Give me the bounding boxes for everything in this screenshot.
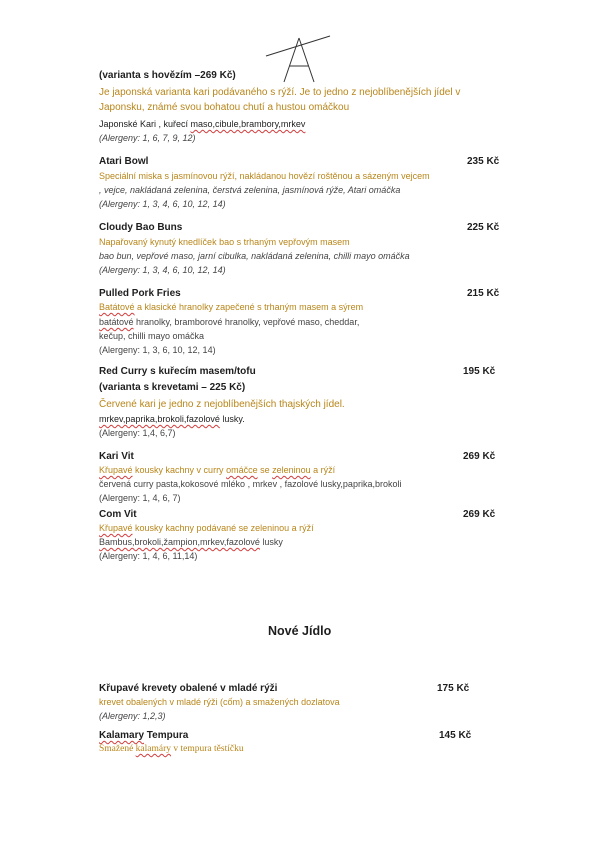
item-price-redcurry: 195 Kč [463,366,496,377]
item-ingredients-fries [99,317,359,327]
item-desc-atari: Speciální miska s jasmínovou rýží, nakládanou hovězí roštěnou a sázeným vejcem [99,171,430,181]
item-allergens-bao: (Alergeny: 1, 3, 4, 6, 10, 12, 14) [99,265,226,275]
item-desc-kalamary [99,744,244,754]
item-title-comvit: Com Vit [99,509,137,520]
item-title-atari: Atari Bowl [99,156,149,167]
item-ingredients-karivit: červená curry pasta,kokosové mléko , mrkev , fazolové lusky,paprika,brokoli [99,479,402,489]
intro-desc-line2: Japonsku, známé svou bohatou chutí a hustou omáčkou [99,102,350,113]
item-title-fries: Pulled Pork Fries [99,288,181,299]
intro-allergens: (Alergeny: 1, 6, 7, 9, 12) [99,133,196,143]
item-desc-fries-rest: a klasické hranolky zapečené s trhaným masem a sýrem [134,302,364,312]
item-ingredients-redcurry [99,414,245,424]
item-desc-kalamary-a: Smažené [99,744,136,754]
item-allergens-karivit: (Alergeny: 1, 4, 6, 7) [99,493,181,503]
item-ingredients-bao: bao bun, vepřové maso, jarní cibulka, nakládaná zelenina, chilli mayo omáčka [99,251,410,261]
item-allergens-comvit: (Alergeny: 1, 4, 6, 11,14) [99,551,198,561]
item-price-atari: 235 Kč [467,156,500,167]
item-desc-karivit-c: omáčce [226,465,258,475]
brand-logo [262,26,334,90]
item-desc-comvit [99,523,314,533]
item-desc-karivit-d: se [257,465,273,475]
item-desc-kalamary-rest: v tempura těstíčku [171,744,244,754]
intro-title: (varianta s hovězím –269 Kč) [99,70,236,81]
item-desc-karivit-f: a rýží [310,465,336,475]
item-price-comvit: 269 Kč [463,509,496,520]
intro-ingredients-prefix: Japonské Kari , kuřecí [99,119,191,129]
intro-ingredients-rest: maso,cibule,brambory,mrkev [190,119,306,129]
item-allergens-atari: (Alergeny: 1, 3, 4, 6, 10, 12, 14) [99,199,226,209]
item-ingredients-fries-word: batátové [99,317,134,327]
item-price-bao: 225 Kč [467,222,500,233]
item-ingredients-comvit-word: Bambus,brokoli,žampion,mrkev,fazolové [99,537,260,547]
item-title-kalamary-word: Kalamary [99,730,145,741]
item-title-karivit: Kari Vit [99,451,134,462]
item-desc-krevety: krevet obalených v mladé rýži (cốm) a smažených dozlatova [99,697,340,707]
item-title-kalamary-rest: Tempura [144,730,189,741]
intro-desc-line1: Je japonská varianta kari podávaného s rýží. Je to jedno z nejoblíbenějších jídel v [99,87,461,98]
item-title-redcurry: Red Curry s kuřecím masem/tofu [99,366,256,377]
item-ingredients-redcurry-rest: lusky. [219,414,245,424]
item-allergens-fries: (Alergeny: 1, 3, 6, 10, 12, 14) [99,345,216,355]
item-price-krevety: 175 Kč [437,683,470,694]
item-price-kalamary: 145 Kč [439,730,472,741]
section-heading-new: Nové Jídlo [268,624,332,638]
intro-ingredients [99,119,305,129]
item-price-karivit: 269 Kč [463,451,496,462]
item-desc-karivit-e: zeleninou [272,465,311,475]
item-allergens-redcurry: (Alergeny: 1,4, 6,7) [99,428,176,438]
item-ingredients-fries-rest: hranolky, bramborové hranolky, vepřové maso, cheddar, [133,317,360,327]
item-desc-comvit-a: Křupavé [99,523,133,533]
item-title-bao: Cloudy Bao Buns [99,222,183,233]
item-title-kalamary [99,730,188,741]
item-desc-karivit-a: Křupavé [99,465,133,475]
item-desc-comvit-b: kousky kachny podávané se zeleninou a rýží [132,523,314,533]
item-price-fries: 215 Kč [467,288,500,299]
item-ingredients-comvit-rest: lusky [259,537,283,547]
item-allergens-krevety: (Alergeny: 1,2,3) [99,711,166,721]
item-desc-redcurry: Červené kari je jedno z nejoblíbenějších thajských jídel. [99,399,345,410]
item-desc-bao: Napařovaný kynutý knedlíček bao s trhaným vepřovým masem [99,237,350,247]
item-ingredients-fries-line2: kečup, chilli mayo omáčka [99,331,205,341]
item-desc-fries [99,302,363,312]
item-desc-karivit-b: kousky kachny v curry [132,465,227,475]
item-ingredients-comvit [99,537,283,547]
item-variant-redcurry: (varianta s krevetami – 225 Kč) [99,382,246,393]
item-title-krevety: Křupavé krevety obalené v mladé rýži [99,683,278,694]
item-desc-fries-word: Batátové [99,302,135,312]
item-desc-kalamary-word: kalamáry [135,744,172,754]
item-desc-karivit [99,465,335,475]
item-ingredients-redcurry-word: mrkev,paprika,brokoli,fazolové [99,414,220,424]
item-ingredients-atari: , vejce, nakládaná zelenina, čerstvá zelenina, jasmínová rýže, Atari omáčka [99,185,401,195]
